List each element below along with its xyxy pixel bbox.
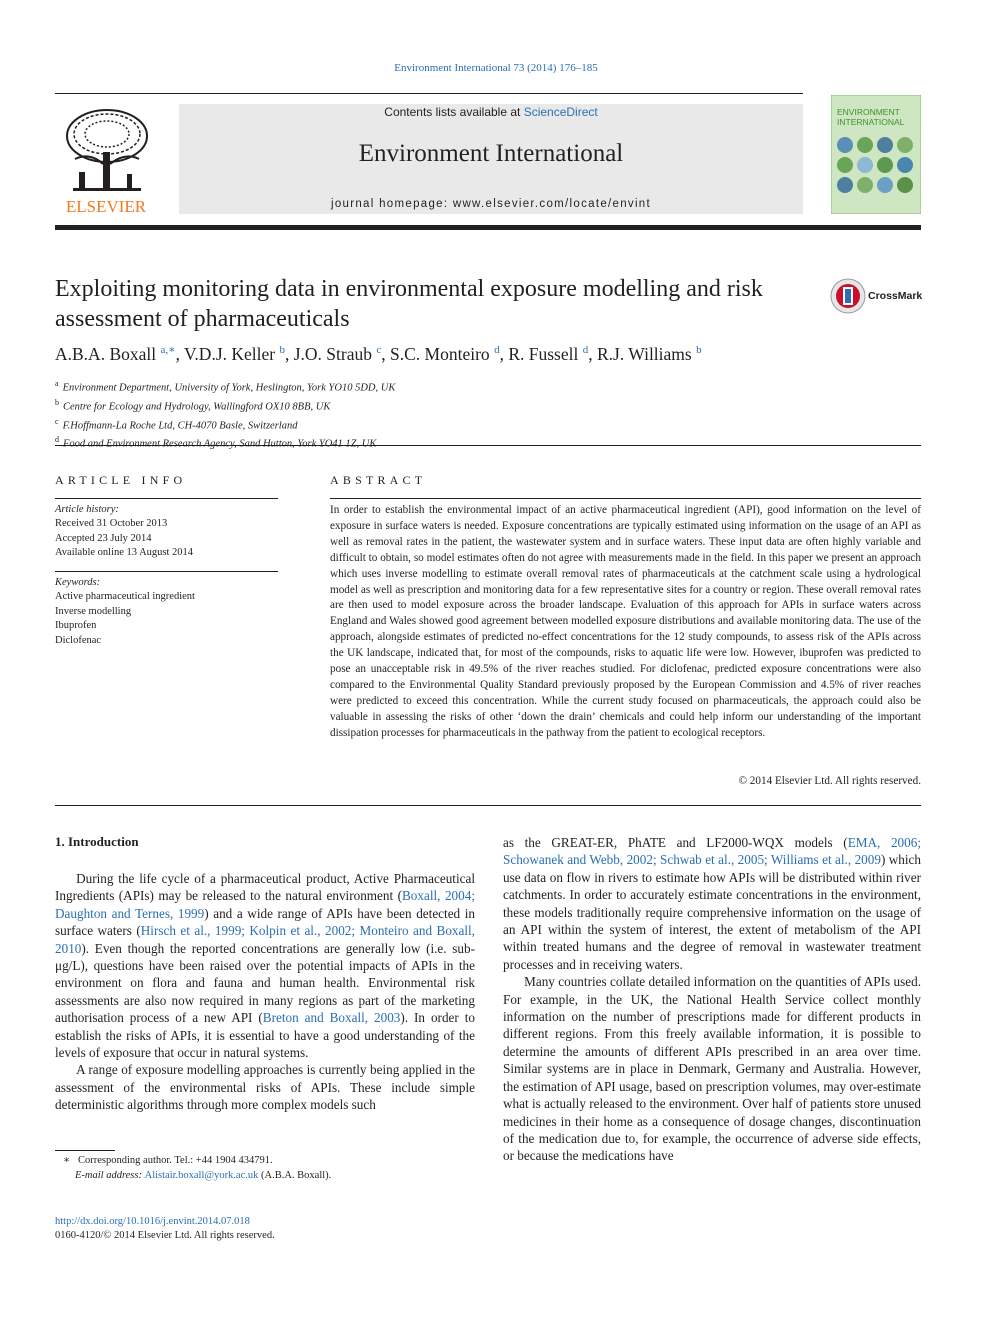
- header-thick-rule: [55, 225, 921, 230]
- body-column-left: [55, 870, 475, 1114]
- author[interactable]: R. Fussell $^d$,: [508, 343, 597, 364]
- abstract-heading: ABSTRACT: [330, 473, 427, 487]
- journal-cover-image: [831, 95, 921, 214]
- contents-line: [179, 105, 803, 119]
- keyword: Inverse modelling: [55, 605, 132, 617]
- keywords-label: Keywords:: [55, 577, 101, 588]
- footnote-rule: [55, 1150, 115, 1151]
- paragraph: During the life cycle of a pharmaceutical product, Active Pharmaceutical Ingredients (APIs) may be released to the natural environment (Boxall, 2004; Daughton and Ternes, 1999) and a wide range of APIs have been detected in surface waters (Hirsch et al., 1999; Kolpin et al., 2002; Monteiro and Boxall, 2010). Even though the reported concentrations are generally low (i.e. sub-μg/L), questions have been raised over the potential impacts of APIs in the environment on flora and fauna and human health. Environmental risk assessments are also now required in many regions as part of the marketing authorisation process of a new API (Breton and Boxall, 2003). In order to establish the risks of APIs, it is essential to have a good understanding of the levels of exposure that occur in natural systems.: [55, 871, 475, 1061]
- author[interactable]: J.O. Straub $^c$,: [293, 343, 391, 364]
- affiliation: $^a$ Environment Department, University of York, Heslington, York YO10 5DD, UK: [55, 379, 396, 394]
- journal-reference[interactable]: Environment International 73 (2014) 176–185: [394, 62, 598, 74]
- tree-icon: [67, 110, 147, 191]
- affiliation: d: [55, 435, 59, 445]
- keywords: [55, 576, 278, 648]
- received-date: Received 31 October 2013: [55, 518, 168, 530]
- header-rule: [55, 93, 803, 94]
- keyword: Diclofenac: [55, 634, 102, 646]
- article-info-heading: ARTICLE INFO: [55, 473, 187, 487]
- abstract-copyright: © 2014 Elsevier Ltd. All rights reserved.: [738, 775, 921, 787]
- crossmark-badge[interactable]: [830, 278, 930, 318]
- email-link[interactable]: Alistair.boxall@york.ac.uk: [144, 1170, 259, 1181]
- author-list: [55, 343, 855, 365]
- citation-link[interactable]: Breton and Boxall, 2003: [262, 1010, 401, 1026]
- abstract-end-rule: [55, 805, 921, 806]
- author[interactable]: R.J. Williams $^b$: [596, 343, 702, 364]
- keyword: Active pharmaceutical ingredient: [55, 591, 195, 603]
- history-label: Article history:: [55, 504, 119, 515]
- footnote: [55, 1153, 475, 1183]
- crossmark-label: CrossMark: [868, 290, 923, 302]
- affiliation-rule: [55, 445, 921, 446]
- accepted-date: Accepted 23 July 2014: [55, 532, 152, 544]
- journal-homepage[interactable]: journal homepage: www.elsevier.com/locate/envint: [330, 198, 651, 210]
- citation-link[interactable]: Boxall, 2004; Daughton and Ternes, 1999: [55, 888, 475, 921]
- corresponding-author-note: ∗ Corresponding author. Tel.: +44 1904 434791.: [63, 1155, 273, 1166]
- journal-title: Environment International: [358, 140, 624, 167]
- body-column-right: [503, 834, 921, 1165]
- crossmark-icon: [830, 278, 866, 314]
- affiliation: $^c$ F.Hoffmann-La Roche Ltd, CH-4070 Basle, Switzerland: [55, 416, 298, 432]
- author[interactable]: S.C. Monteiro $^d$,: [390, 343, 509, 364]
- author[interactable]: A.B.A. Boxall $^{a,∗}$,: [55, 343, 185, 364]
- elsevier-wordmark: ELSEVIER: [65, 197, 147, 216]
- abstract-rule: [330, 498, 921, 499]
- email-note: E-mail address: Alistair.boxall@york.ac.uk (A.B.A. Boxall).: [75, 1170, 332, 1181]
- svg-text:INTERNATIONAL: INTERNATIONAL: [837, 117, 905, 127]
- svg-text:ENVIRONMENT: ENVIRONMENT: [837, 107, 900, 117]
- sciencedirect-link[interactable]: ScienceDirect: [523, 105, 598, 119]
- author[interactable]: V.D.J. Keller $^b$,: [184, 343, 294, 364]
- citation-link[interactable]: EMA, 2006; Schowanek and Webb, 2002; Schwab et al., 2005; Williams et al., 2009: [503, 835, 922, 868]
- affiliation: $^b$ Centre for Ecology and Hydrology, Wallingford OX10 8BB, UK: [55, 397, 331, 413]
- paragraph: Many countries collate detailed information on the quantities of APIs used. For example, in the UK, the National Health Service collect monthly information on the number of prescriptions made for different products in different regions. From this freely available information, it is possible to determine the amounts of different APIs prescribed in an area over time. Similar systems are in place in Denmark, Germany and Australia. However, the estimation of API usage, based on prescription volumes, may over-estimate what is actually released to the environment. Over half of patients store unused medicines in their home as a consequence of dosage changes, discontinuation of the medication due to, for example, the occurrence of adverse side effects, or because the medications have: [503, 974, 921, 1164]
- available-date: Available online 13 August 2014: [55, 547, 194, 559]
- contents-prefix: Contents lists available at: [384, 105, 524, 119]
- article-info-rule: [55, 498, 278, 499]
- article-history: [55, 503, 278, 561]
- doi-link[interactable]: http://dx.doi.org/10.1016/j.envint.2014.07.018: [55, 1216, 250, 1227]
- article-title: Exploiting monitoring data in environmental exposure modelling and risk assessment of pharmaceuticals: [55, 276, 763, 332]
- paragraph: A range of exposure modelling approaches is currently being applied in the assessment of the environmental risks of APIs. These include simple deterministic algorithms through more complex models such: [55, 1062, 475, 1113]
- section-heading: 1. Introduction: [55, 834, 139, 849]
- abstract-text: In order to establish the environmental impact of an active pharmaceutical ingredient (API), good information on the level of exposure in surface waters is needed. Exposure concentrations are typically estimated using information on the usage of an API as well as removal rates in the patient, the wastewater system and in surface waters. These input data are often highly variable and difficult to obtain, so model estimates often do not agree with measurements made in the field. In this paper we present an approach which uses inverse modelling to estimate overall removal rates of pharmaceuticals at the catchment scale using a hydrological model as well as prescription and monitoring data for a few representative sites for a country or region. These overall removal rates are then used to model exposure across the broader landscape. Evaluation of this approach for APIs in surface waters across England and Wales showed good agreement between modelled exposure distributions and available monitoring data. The use of the approach, alongside estimates of predicted no-effect concentrations for the 12 study compounds, to assess risk of the APIs across the UK landscape, indicated that, for most of the compounds, risks to aquatic life were low. However, ibuprofen was predicted to pose an unacceptable risk in 49.5% of the river reaches studied. For diclofenac, predicted exposure concentrations were also compared to the Environmental Quality Standard previously proposed by the European Commission and 4.5% of river reaches were predicted to exceed this concentration. While the current study focused on pharmaceuticals, the approach could also be valuable in assessing the risks of other ‘down the drain’ chemicals and could help inform our understanding of the important dissipation processes for pharmaceuticals in the pathway from the patient to ecological receptors.: [330, 504, 921, 739]
- keyword: Ibuprofen: [55, 620, 97, 632]
- elsevier-logo: [55, 104, 158, 216]
- affiliations: [55, 377, 855, 452]
- citation-link[interactable]: Hirsch et al., 1999; Kolpin et al., 2002; Monteiro and Boxall, 2010: [55, 923, 475, 956]
- keywords-rule: [55, 571, 278, 572]
- issn-copyright: 0160-4120/© 2014 Elsevier Ltd. All rights reserved.: [55, 1230, 275, 1241]
- paragraph: as the GREAT-ER, PhATE and LF2000-WQX models (EMA, 2006; Schowanek and Webb, 2002; Schwab et al., 2005; Williams et al., 2009) which use data on flow in rivers to estimate how APIs will be distributed within river catchments. In order to accurately estimate concentrations in the environment, these models traditionally require comprehensive information on the usage of an API within the system of interest, the extent of metabolism of the API within treated humans and the degree of removal in wastewater treatment processes and in receiving waters.: [503, 835, 922, 972]
